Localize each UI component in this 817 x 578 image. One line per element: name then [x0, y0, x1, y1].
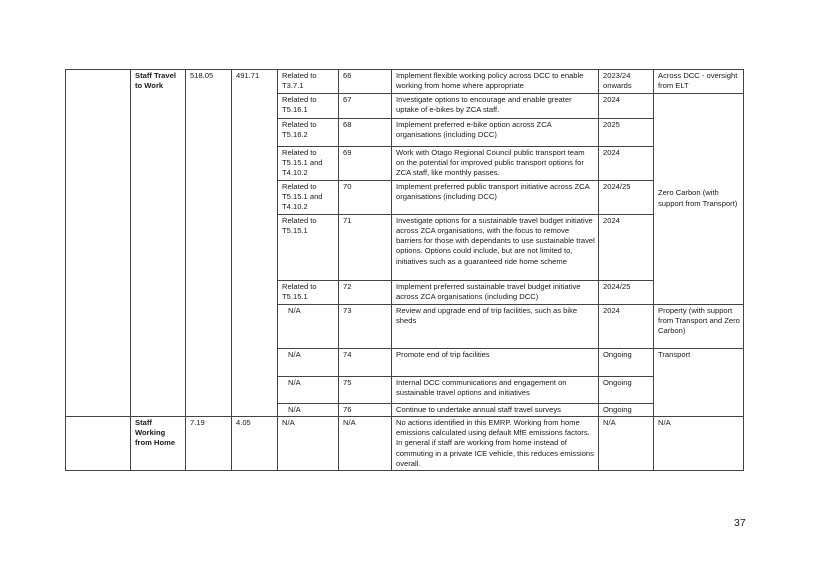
action-description: Implement preferred public transport initiative across ZCA organisations (including DCC)	[392, 180, 599, 214]
action-description: Investigate options for a sustainable travel budget initiative across ZCA organisations, with the focus to remove barriers for those with dependants to use sustainable travel options. Options could include, but are not limited to, initiatives such as a guaranteed ride home scheme	[392, 214, 599, 280]
lead-cell: Across DCC - oversight from ELT	[654, 70, 744, 94]
action-number: 68	[339, 118, 392, 146]
action-description: Promote end of trip facilities	[392, 348, 599, 376]
timeframe-cell: 2024	[599, 304, 654, 348]
related-cell: Related to T5.15.1 and T4.10.2	[278, 146, 339, 180]
timeframe-cell: Ongoing	[599, 376, 654, 403]
table-row	[66, 70, 744, 94]
emissions-value-a: 7.19	[186, 416, 232, 470]
action-number: 73	[339, 304, 392, 348]
lead-cell: N/A	[654, 416, 744, 470]
action-number: 71	[339, 214, 392, 280]
related-cell: Related to T5.15.1	[278, 214, 339, 280]
related-cell: Related to T5.15.1 and T4.10.2	[278, 180, 339, 214]
blank-column-cell	[66, 70, 131, 417]
action-plan-table	[65, 69, 744, 471]
page-number: 37	[734, 517, 746, 529]
timeframe-cell: N/A	[599, 416, 654, 470]
action-number: 70	[339, 180, 392, 214]
action-description: Continue to undertake annual staff travel surveys	[392, 403, 599, 416]
action-number: 75	[339, 376, 392, 403]
action-description: No actions identified in this EMRP. Working from home emissions calculated using default MfE emissions factors. In general if staff are working from home instead of commuting in a private ICE vehicle, this reduces emissions overall.	[392, 416, 599, 470]
related-cell: N/A	[278, 403, 339, 416]
related-cell: N/A	[278, 416, 339, 470]
lead-cell: Property (with support from Transport and Zero Carbon)	[654, 304, 744, 348]
action-number: 76	[339, 403, 392, 416]
action-description: Internal DCC communications and engagement on sustainable travel options and initiatives	[392, 376, 599, 403]
timeframe-cell: 2025	[599, 118, 654, 146]
related-cell: N/A	[278, 304, 339, 348]
action-description: Implement preferred sustainable travel budget initiative across ZCA organisations (including DCC)	[392, 280, 599, 304]
action-number: 66	[339, 70, 392, 94]
timeframe-cell: 2024/25	[599, 280, 654, 304]
related-cell: Related to T5.15.1	[278, 280, 339, 304]
timeframe-cell: 2023/24 onwards	[599, 70, 654, 94]
action-description: Implement flexible working policy across DCC to enable working from home where appropriate	[392, 70, 599, 94]
blank-column-cell	[66, 416, 131, 470]
action-number: 74	[339, 348, 392, 376]
action-description: Implement preferred e-bike option across ZCA organisations (including DCC)	[392, 118, 599, 146]
action-number: 72	[339, 280, 392, 304]
lead-cell: Zero Carbon (with support from Transport)	[654, 93, 744, 304]
related-cell: N/A	[278, 376, 339, 403]
timeframe-cell: Ongoing	[599, 403, 654, 416]
timeframe-cell: Ongoing	[599, 348, 654, 376]
related-cell: N/A	[278, 348, 339, 376]
timeframe-cell: 2024	[599, 214, 654, 280]
action-description: Review and upgrade end of trip facilities, such as bike sheds	[392, 304, 599, 348]
timeframe-cell: 2024/25	[599, 180, 654, 214]
action-number: N/A	[339, 416, 392, 470]
action-description: Investigate options to encourage and enable greater uptake of e-bikes by ZCA staff.	[392, 93, 599, 118]
emissions-value-b: 4.05	[232, 416, 278, 470]
related-cell: Related to T5.16.1	[278, 93, 339, 118]
category-cell: Staff Working from Home	[131, 416, 186, 470]
action-description: Work with Otago Regional Council public transport team on the potential for improved public transport options for ZCA staff, like monthly passes.	[392, 146, 599, 180]
action-number: 69	[339, 146, 392, 180]
related-cell: Related to T3.7.1	[278, 70, 339, 94]
category-cell: Staff Travel to Work	[131, 70, 186, 417]
emissions-value-b: 491.71	[232, 70, 278, 417]
related-cell: Related to T5.16.2	[278, 118, 339, 146]
table-row	[66, 416, 744, 470]
lead-cell: Transport	[654, 348, 744, 416]
timeframe-cell: 2024	[599, 93, 654, 118]
action-number: 67	[339, 93, 392, 118]
timeframe-cell: 2024	[599, 146, 654, 180]
emissions-value-a: 518.05	[186, 70, 232, 417]
